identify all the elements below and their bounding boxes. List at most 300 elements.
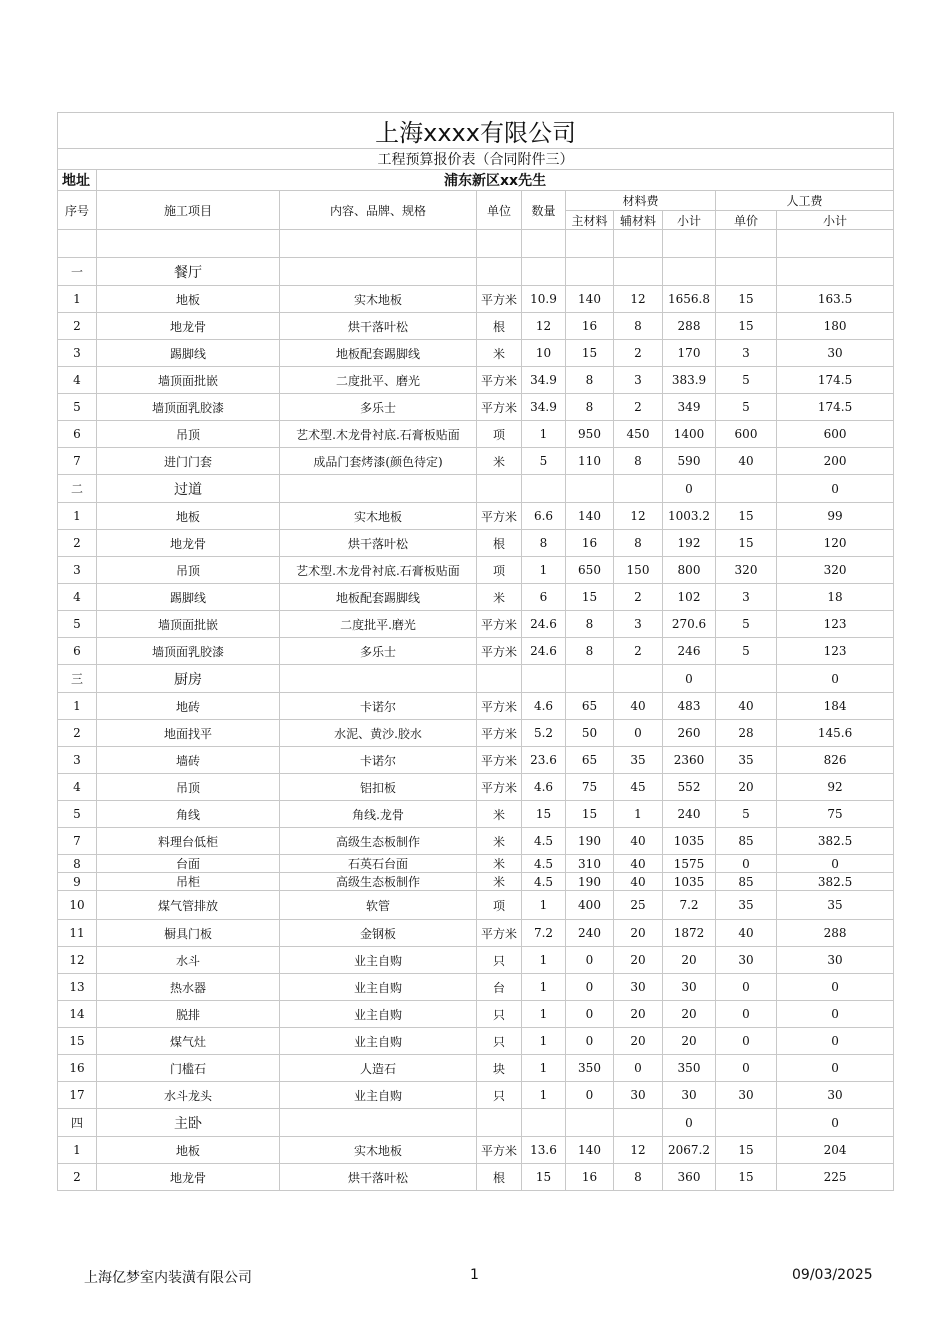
cell-aux-material: 25 xyxy=(614,891,663,920)
table-row xyxy=(58,891,894,920)
section-name: 餐厅 xyxy=(97,258,280,286)
cell-main-material: 16 xyxy=(566,530,614,557)
cell-labor-unit-price: 15 xyxy=(716,503,777,530)
header-item: 施工项目 xyxy=(97,191,280,230)
cell-unit: 平方米 xyxy=(477,747,522,774)
cell-aux-material: 40 xyxy=(614,855,663,873)
cell-labor-subtotal: 0 xyxy=(777,974,894,1001)
cell-labor-subtotal: 0 xyxy=(777,665,894,693)
cell-unit: 米 xyxy=(477,448,522,475)
table-row xyxy=(58,920,894,947)
cell-labor-unit-price: 0 xyxy=(716,1001,777,1028)
table-row xyxy=(58,367,894,394)
table-row xyxy=(58,611,894,638)
cell-unit: 平方米 xyxy=(477,1137,522,1164)
cell-qty: 1 xyxy=(522,1028,566,1055)
cell-spec: 业主自购 xyxy=(280,1001,477,1028)
section-row xyxy=(58,665,894,693)
cell-qty: 10 xyxy=(522,340,566,367)
cell-labor-subtotal: 30 xyxy=(777,947,894,974)
cell-material-subtotal: 483 xyxy=(663,693,716,720)
cell-labor-unit-price: 30 xyxy=(716,1082,777,1109)
cell-unit xyxy=(477,665,522,693)
table-row xyxy=(58,638,894,665)
cell-labor-subtotal: 35 xyxy=(777,891,894,920)
cell-seq: 6 xyxy=(58,421,97,448)
cell-spec: 二度批平.磨光 xyxy=(280,611,477,638)
header-spec: 内容、品牌、规格 xyxy=(280,191,477,230)
cell-spec: 铝扣板 xyxy=(280,774,477,801)
table-row xyxy=(58,801,894,828)
cell-labor-subtotal xyxy=(777,258,894,286)
cell-material-subtotal: 30 xyxy=(663,1082,716,1109)
cell-main-material: 0 xyxy=(566,947,614,974)
cell-spec: 业主自购 xyxy=(280,1082,477,1109)
cell-labor-unit-price: 15 xyxy=(716,530,777,557)
cell-aux-material: 8 xyxy=(614,313,663,340)
cell-labor-unit-price: 40 xyxy=(716,448,777,475)
cell-labor-unit-price: 0 xyxy=(716,1028,777,1055)
cell-unit: 项 xyxy=(477,557,522,584)
cell-item: 料理台低柜 xyxy=(97,828,280,855)
header-qty: 数量 xyxy=(522,191,566,230)
cell-qty: 1 xyxy=(522,947,566,974)
cell-qty: 24.6 xyxy=(522,638,566,665)
cell-unit: 台 xyxy=(477,974,522,1001)
table-row xyxy=(58,340,894,367)
cell-labor-unit-price: 30 xyxy=(716,947,777,974)
cell-qty: 1 xyxy=(522,1055,566,1082)
cell-item: 煤气管排放 xyxy=(97,891,280,920)
cell-unit: 只 xyxy=(477,1001,522,1028)
cell-material-subtotal: 590 xyxy=(663,448,716,475)
cell-labor-subtotal: 0 xyxy=(777,475,894,503)
cell-unit: 根 xyxy=(477,1164,522,1191)
cell-unit: 只 xyxy=(477,1028,522,1055)
cell-material-subtotal: 0 xyxy=(663,665,716,693)
cell-spec: 烘干落叶松 xyxy=(280,1164,477,1191)
cell-labor-subtotal: 0 xyxy=(777,855,894,873)
table-row xyxy=(58,530,894,557)
cell-unit: 平方米 xyxy=(477,394,522,421)
cell-spec: 卡诺尔 xyxy=(280,693,477,720)
cell-labor-unit-price: 40 xyxy=(716,920,777,947)
cell-labor-unit-price: 35 xyxy=(716,891,777,920)
cell-spec: 高级生态板制作 xyxy=(280,828,477,855)
cell-unit: 米 xyxy=(477,873,522,891)
cell-aux-material: 1 xyxy=(614,801,663,828)
cell-material-subtotal: 246 xyxy=(663,638,716,665)
cell-material-subtotal: 102 xyxy=(663,584,716,611)
table-row xyxy=(58,1164,894,1191)
cell-spec: 水泥、黄沙.胶水 xyxy=(280,720,477,747)
cell-labor-unit-price: 600 xyxy=(716,421,777,448)
cell-labor-subtotal: 145.6 xyxy=(777,720,894,747)
cell-main-material: 140 xyxy=(566,286,614,313)
cell-main-material: 140 xyxy=(566,503,614,530)
address-label: 地址 xyxy=(58,170,97,191)
cell-unit: 平方米 xyxy=(477,693,522,720)
cell-aux-material: 12 xyxy=(614,503,663,530)
cell-unit: 根 xyxy=(477,313,522,340)
cell-spec: 角线.龙骨 xyxy=(280,801,477,828)
cell-material-subtotal: 1035 xyxy=(663,828,716,855)
cell-seq: 2 xyxy=(58,720,97,747)
cell-unit: 平方米 xyxy=(477,774,522,801)
cell-item: 水斗 xyxy=(97,947,280,974)
cell-main-material: 0 xyxy=(566,1028,614,1055)
cell-seq: 12 xyxy=(58,947,97,974)
cell-spec: 金钢板 xyxy=(280,920,477,947)
cell-main-material: 75 xyxy=(566,774,614,801)
cell-aux-material: 2 xyxy=(614,584,663,611)
cell-material-subtotal: 0 xyxy=(663,1109,716,1137)
cell-aux-material: 40 xyxy=(614,693,663,720)
cell-aux-material: 3 xyxy=(614,611,663,638)
cell-labor-subtotal: 225 xyxy=(777,1164,894,1191)
cell-item: 吊柜 xyxy=(97,873,280,891)
cell-labor-subtotal: 200 xyxy=(777,448,894,475)
cell-aux-material xyxy=(614,1109,663,1137)
cell-spec xyxy=(280,665,477,693)
cell-qty: 1 xyxy=(522,1001,566,1028)
cell-material-subtotal: 1575 xyxy=(663,855,716,873)
address-value: 浦东新区xx先生 xyxy=(97,170,894,191)
cell-labor-unit-price: 35 xyxy=(716,747,777,774)
cell-seq: 6 xyxy=(58,638,97,665)
cell-material-subtotal: 800 xyxy=(663,557,716,584)
cell-material-subtotal: 260 xyxy=(663,720,716,747)
cell-spec: 艺术型.木龙骨衬底.石膏板贴面 xyxy=(280,557,477,584)
cell-aux-material: 20 xyxy=(614,947,663,974)
cell-spec xyxy=(280,475,477,503)
cell-spec: 卡诺尔 xyxy=(280,747,477,774)
cell-spec: 实木地板 xyxy=(280,1137,477,1164)
cell-labor-subtotal: 0 xyxy=(777,1055,894,1082)
cell-aux-material: 30 xyxy=(614,974,663,1001)
cell-spec: 软管 xyxy=(280,891,477,920)
cell-seq: 15 xyxy=(58,1028,97,1055)
section-row xyxy=(58,1109,894,1137)
cell-unit: 米 xyxy=(477,855,522,873)
cell-seq: 5 xyxy=(58,611,97,638)
cell-item: 吊顶 xyxy=(97,774,280,801)
cell-main-material: 8 xyxy=(566,394,614,421)
cell-seq: 8 xyxy=(58,855,97,873)
cell-main-material: 8 xyxy=(566,611,614,638)
cell-labor-unit-price xyxy=(716,1109,777,1137)
cell-main-material: 950 xyxy=(566,421,614,448)
cell-qty xyxy=(522,665,566,693)
cell-item: 脱排 xyxy=(97,1001,280,1028)
cell-main-material: 8 xyxy=(566,638,614,665)
cell-qty xyxy=(522,475,566,503)
cell-spec: 实木地板 xyxy=(280,286,477,313)
section-seq: 三 xyxy=(58,665,97,693)
table-row xyxy=(58,774,894,801)
cell-unit: 米 xyxy=(477,584,522,611)
cell-labor-subtotal: 288 xyxy=(777,920,894,947)
cell-spec: 多乐士 xyxy=(280,394,477,421)
cell-qty xyxy=(522,1109,566,1137)
cell-unit xyxy=(477,475,522,503)
cell-labor-subtotal: 123 xyxy=(777,611,894,638)
cell-item: 角线 xyxy=(97,801,280,828)
cell-labor-unit-price: 15 xyxy=(716,1137,777,1164)
header-labor-group: 人工费 xyxy=(716,191,894,211)
cell-seq: 7 xyxy=(58,448,97,475)
cell-unit: 平方米 xyxy=(477,367,522,394)
cell-labor-unit-price: 0 xyxy=(716,855,777,873)
cell-spec xyxy=(280,258,477,286)
cell-material-subtotal: 30 xyxy=(663,974,716,1001)
table-row xyxy=(58,394,894,421)
cell-material-subtotal: 288 xyxy=(663,313,716,340)
cell-aux-material: 0 xyxy=(614,1055,663,1082)
cell-main-material: 110 xyxy=(566,448,614,475)
cell-unit: 平方米 xyxy=(477,286,522,313)
cell-material-subtotal: 20 xyxy=(663,1001,716,1028)
cell-aux-material: 150 xyxy=(614,557,663,584)
cell-item: 地龙骨 xyxy=(97,313,280,340)
cell-labor-subtotal: 382.5 xyxy=(777,828,894,855)
cell-seq: 3 xyxy=(58,340,97,367)
cell-labor-subtotal: 120 xyxy=(777,530,894,557)
cell-aux-material: 35 xyxy=(614,747,663,774)
cell-labor-unit-price: 5 xyxy=(716,638,777,665)
cell-item: 墙顶面乳胶漆 xyxy=(97,638,280,665)
cell-seq: 1 xyxy=(58,1137,97,1164)
cell-qty: 6.6 xyxy=(522,503,566,530)
cell-item: 墙顶面乳胶漆 xyxy=(97,394,280,421)
table-row xyxy=(58,1028,894,1055)
footer-date: 09/03/2025 xyxy=(792,1267,873,1283)
header-aux-material: 辅材料 xyxy=(614,211,663,230)
cell-main-material: 16 xyxy=(566,313,614,340)
cell-labor-subtotal: 320 xyxy=(777,557,894,584)
cell-spec: 二度批平、磨光 xyxy=(280,367,477,394)
header-labor-unit-price: 单价 xyxy=(716,211,777,230)
table-row xyxy=(58,503,894,530)
cell-unit: 米 xyxy=(477,340,522,367)
cell-seq: 5 xyxy=(58,394,97,421)
sheet-subtitle: 工程预算报价表（合同附件三） xyxy=(58,149,894,170)
cell-labor-unit-price: 15 xyxy=(716,1164,777,1191)
header-unit: 单位 xyxy=(477,191,522,230)
section-name: 厨房 xyxy=(97,665,280,693)
cell-item: 热水器 xyxy=(97,974,280,1001)
table-row xyxy=(58,747,894,774)
cell-qty: 4.6 xyxy=(522,693,566,720)
cell-labor-unit-price: 5 xyxy=(716,367,777,394)
cell-spec: 高级生态板制作 xyxy=(280,873,477,891)
cell-material-subtotal: 170 xyxy=(663,340,716,367)
cell-seq: 10 xyxy=(58,891,97,920)
cell-labor-subtotal: 123 xyxy=(777,638,894,665)
cell-labor-unit-price: 320 xyxy=(716,557,777,584)
cell-item: 煤气灶 xyxy=(97,1028,280,1055)
cell-material-subtotal: 2360 xyxy=(663,747,716,774)
cell-main-material: 65 xyxy=(566,747,614,774)
cell-labor-subtotal: 204 xyxy=(777,1137,894,1164)
cell-seq: 2 xyxy=(58,1164,97,1191)
header-main-material: 主材料 xyxy=(566,211,614,230)
cell-item: 进门门套 xyxy=(97,448,280,475)
cell-main-material: 0 xyxy=(566,974,614,1001)
cell-seq: 1 xyxy=(58,286,97,313)
cell-aux-material xyxy=(614,665,663,693)
header-seq: 序号 xyxy=(58,191,97,230)
cell-aux-material: 30 xyxy=(614,1082,663,1109)
cell-labor-unit-price: 85 xyxy=(716,828,777,855)
table-row xyxy=(58,1137,894,1164)
table-row xyxy=(58,584,894,611)
cell-qty: 13.6 xyxy=(522,1137,566,1164)
cell-aux-material: 12 xyxy=(614,286,663,313)
cell-aux-material: 0 xyxy=(614,720,663,747)
cell-unit: 平方米 xyxy=(477,920,522,947)
cell-main-material xyxy=(566,258,614,286)
cell-main-material: 190 xyxy=(566,873,614,891)
cell-material-subtotal: 1656.8 xyxy=(663,286,716,313)
cell-seq: 4 xyxy=(58,774,97,801)
cell-aux-material xyxy=(614,258,663,286)
cell-unit: 米 xyxy=(477,801,522,828)
cell-spec: 地板配套踢脚线 xyxy=(280,340,477,367)
cell-spec: 成品门套烤漆(颜色待定) xyxy=(280,448,477,475)
cell-seq: 1 xyxy=(58,693,97,720)
cell-unit: 只 xyxy=(477,1082,522,1109)
cell-seq: 4 xyxy=(58,367,97,394)
cell-material-subtotal: 383.9 xyxy=(663,367,716,394)
cell-seq: 3 xyxy=(58,557,97,584)
cell-seq: 3 xyxy=(58,747,97,774)
cell-aux-material: 8 xyxy=(614,448,663,475)
cell-material-subtotal: 552 xyxy=(663,774,716,801)
cell-labor-unit-price: 5 xyxy=(716,801,777,828)
cell-item: 地龙骨 xyxy=(97,1164,280,1191)
header-material-group: 材料费 xyxy=(566,191,716,211)
table-row xyxy=(58,693,894,720)
cell-material-subtotal: 1400 xyxy=(663,421,716,448)
cell-labor-subtotal: 382.5 xyxy=(777,873,894,891)
cell-labor-unit-price: 3 xyxy=(716,340,777,367)
cell-item: 墙顶面批嵌 xyxy=(97,611,280,638)
cell-seq: 1 xyxy=(58,503,97,530)
cell-aux-material: 3 xyxy=(614,367,663,394)
section-seq: 四 xyxy=(58,1109,97,1137)
cell-item: 门槛石 xyxy=(97,1055,280,1082)
cell-spec: 业主自购 xyxy=(280,947,477,974)
cell-seq: 2 xyxy=(58,313,97,340)
cell-qty: 15 xyxy=(522,1164,566,1191)
cell-seq: 7 xyxy=(58,828,97,855)
cell-item: 地板 xyxy=(97,286,280,313)
footer-page-number: 1 xyxy=(470,1267,479,1283)
cell-unit xyxy=(477,258,522,286)
table-row xyxy=(58,720,894,747)
cell-main-material: 15 xyxy=(566,584,614,611)
cell-main-material: 400 xyxy=(566,891,614,920)
cell-qty: 34.9 xyxy=(522,367,566,394)
cell-unit: 平方米 xyxy=(477,503,522,530)
cell-main-material: 15 xyxy=(566,340,614,367)
cell-main-material: 16 xyxy=(566,1164,614,1191)
cell-main-material: 65 xyxy=(566,693,614,720)
table-row xyxy=(58,1055,894,1082)
table-row xyxy=(58,855,894,873)
cell-seq: 5 xyxy=(58,801,97,828)
cell-aux-material: 8 xyxy=(614,530,663,557)
table-row xyxy=(58,947,894,974)
cell-material-subtotal: 7.2 xyxy=(663,891,716,920)
cell-qty: 5.2 xyxy=(522,720,566,747)
cell-spec xyxy=(280,1109,477,1137)
cell-main-material: 15 xyxy=(566,801,614,828)
cell-qty: 10.9 xyxy=(522,286,566,313)
cell-material-subtotal: 0 xyxy=(663,475,716,503)
cell-item: 地板 xyxy=(97,503,280,530)
cell-labor-unit-price: 28 xyxy=(716,720,777,747)
cell-aux-material: 20 xyxy=(614,1028,663,1055)
cell-labor-unit-price: 0 xyxy=(716,1055,777,1082)
cell-unit: 项 xyxy=(477,891,522,920)
cell-item: 地板 xyxy=(97,1137,280,1164)
cell-aux-material: 8 xyxy=(614,1164,663,1191)
cell-qty: 23.6 xyxy=(522,747,566,774)
cell-spec: 业主自购 xyxy=(280,974,477,1001)
cell-unit xyxy=(477,1109,522,1137)
cell-labor-subtotal: 18 xyxy=(777,584,894,611)
cell-labor-subtotal: 184 xyxy=(777,693,894,720)
cell-labor-unit-price: 0 xyxy=(716,974,777,1001)
cell-main-material: 8 xyxy=(566,367,614,394)
cell-aux-material: 40 xyxy=(614,873,663,891)
cell-labor-unit-price xyxy=(716,475,777,503)
section-name: 主卧 xyxy=(97,1109,280,1137)
cell-aux-material: 45 xyxy=(614,774,663,801)
cell-qty: 5 xyxy=(522,448,566,475)
cell-spec: 多乐士 xyxy=(280,638,477,665)
cell-main-material xyxy=(566,665,614,693)
cell-material-subtotal: 1035 xyxy=(663,873,716,891)
table-row xyxy=(58,828,894,855)
cell-item: 吊顶 xyxy=(97,421,280,448)
cell-seq: 9 xyxy=(58,873,97,891)
table-row xyxy=(58,1082,894,1109)
cell-spec: 地板配套踢脚线 xyxy=(280,584,477,611)
cell-unit: 根 xyxy=(477,530,522,557)
cell-labor-unit-price xyxy=(716,258,777,286)
cell-main-material: 140 xyxy=(566,1137,614,1164)
cell-item: 踢脚线 xyxy=(97,584,280,611)
section-row xyxy=(58,258,894,286)
cell-material-subtotal: 2067.2 xyxy=(663,1137,716,1164)
cell-material-subtotal: 1872 xyxy=(663,920,716,947)
cell-seq: 13 xyxy=(58,974,97,1001)
cell-unit: 米 xyxy=(477,828,522,855)
cell-aux-material: 450 xyxy=(614,421,663,448)
cell-material-subtotal xyxy=(663,258,716,286)
cell-unit: 平方米 xyxy=(477,611,522,638)
cell-seq: 4 xyxy=(58,584,97,611)
cell-labor-subtotal: 0 xyxy=(777,1109,894,1137)
cell-labor-subtotal: 0 xyxy=(777,1001,894,1028)
budget-table xyxy=(57,112,894,1191)
cell-material-subtotal: 240 xyxy=(663,801,716,828)
cell-qty: 1 xyxy=(522,974,566,1001)
cell-qty: 12 xyxy=(522,313,566,340)
